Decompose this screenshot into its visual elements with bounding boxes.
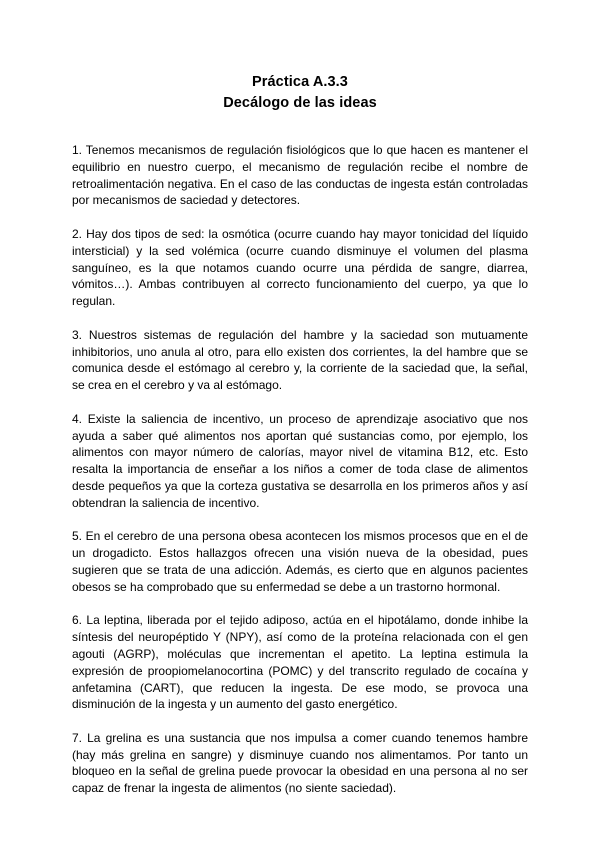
paragraph-5: 5. En el cerebro de una persona obesa acontecen los mismos procesos que en el de un drogadicto. Estos hallazgos ofrecen una visión nueva de la obesidad, pues sugieren que se trata de una adicción. Además, es cierto que en algunos pacientes obesos se ha comprobado que su enfermedad se debe a un trastorno hormonal.: [72, 529, 528, 594]
paragraph-3: 3. Nuestros sistemas de regulación del hambre y la saciedad son mutuamente inhibitorios, uno anula al otro, para ello existen dos corrientes, la del hambre que se comunica desde el estómago al cerebro y, la corriente de la saciedad que, la señal, se crea en el cerebro y va al estómago.: [72, 327, 528, 393]
paragraph-2: 2. Hay dos tipos de sed: la osmótica (ocurre cuando hay mayor tonicidad del líquido intersticial) y la sed volémica (ocurre cuando disminuye el volumen del plasma sanguíneo, es la que notamos cuando ocurre una pérdida de sangre, diarrea, vómitos…). Ambas contribuyen al correcto funcionamiento del cuerpo, ya que lo regulan.: [72, 226, 528, 309]
document-body: [72, 142, 528, 814]
paragraph-4: 4. Existe la saliencia de incentivo, un proceso de aprendizaje asociativo que nos ayuda a saber qué alimentos nos aportan qué sustancias como, por ejemplo, los alimentos con mayor número de calorías, mayor nivel de vitamina B12, etc. Esto resalta la importancia de enseñar a los niños a comer de toda clase de alimentos desde pequeños ya que la corteza gustativa se desarrolla en los primeros años y así obtendran la saliencia de incentivo.: [72, 411, 528, 510]
title-practice-number: Práctica A.3.3: [252, 74, 348, 90]
document-title: [0, 72, 600, 114]
title-decalogue: Decálogo de las ideas: [223, 95, 377, 111]
paragraph-6: 6. La leptina, liberada por el tejido adiposo, actúa en el hipotálamo, donde inhibe la síntesis del neuropéptido Y (NPY), así como de la proteína relacionada con el gen agouti (AGRP), moléculas que incrementan el apetito. La leptina estimula la expresión de proopiomelanocortina (POMC) y del transcrito regulado de cocaína y anfetamina (CART), que reducen la ingesta. De ese modo, se provoca una disminución de la ingesta y un aumento del gasto energético.: [72, 613, 528, 712]
paragraph-1: 1. Tenemos mecanismos de regulación fisiológicos que lo que hacen es mantener el equilibrio en nuestro cuerpo, el mecanismo de regulación recibe el nombre de retroalimentación negativa. En el caso de las conductas de ingesta están controladas por mecanismos de saciedad y detectores.: [72, 143, 528, 208]
paragraph-7: 7. La grelina es una sustancia que nos impulsa a comer cuando tenemos hambre (hay más grelina en sangre) y disminuye cuando nos alimentamos. Por tanto un bloqueo en la señal de grelina puede provocar la obesidad en una persona al no ser capaz de frenar la ingesta de alimentos (no siente saciedad).: [72, 730, 528, 796]
